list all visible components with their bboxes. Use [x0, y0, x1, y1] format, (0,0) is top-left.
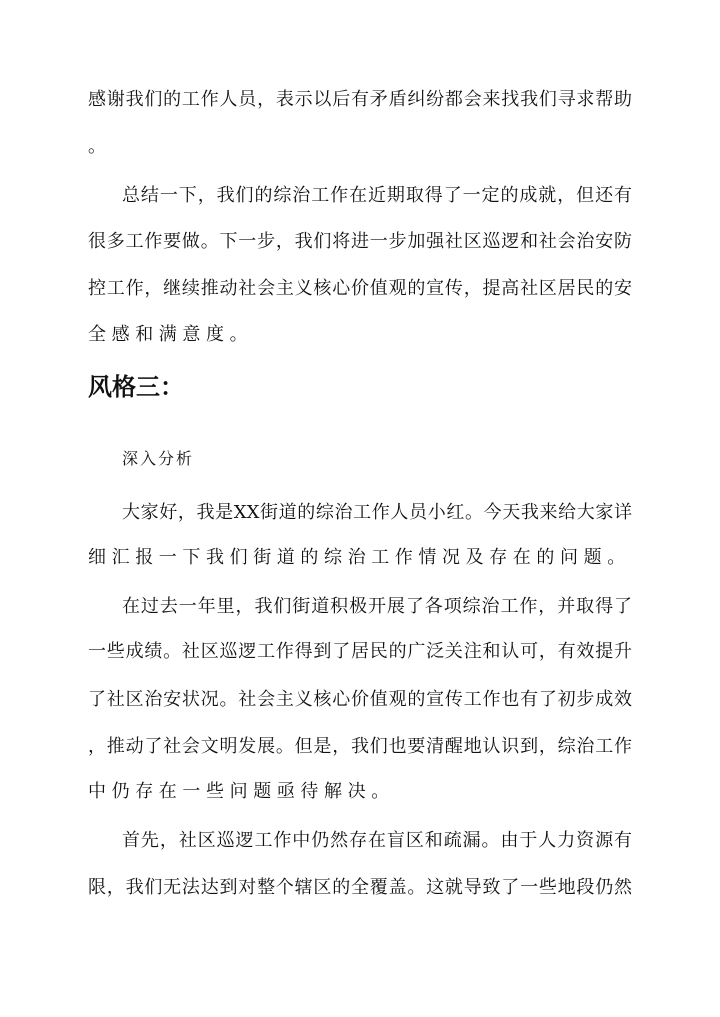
- paragraph-line: 大家好，我是XX街道的综治工作人员小红。今天我来给大家详: [122, 502, 632, 523]
- paragraph-line: 限，我们无法达到对整个辖区的全覆盖。这就导致了一些地段仍然: [88, 877, 632, 898]
- paragraph-line: 一些成绩。社区巡逻工作得到了居民的广泛关注和认可，有效提升: [88, 641, 632, 662]
- paragraph-line: ，推动了社会文明发展。但是，我们也要清醒地认识到，综治工作: [88, 736, 632, 757]
- paragraph-line: 很多工作要做。下一步，我们将进一步加强社区巡逻和社会治安防: [88, 231, 632, 252]
- paragraph-line: 在过去一年里，我们街道积极开展了各项综治工作，并取得了: [122, 596, 632, 617]
- paragraph-line: 。: [88, 136, 106, 157]
- paragraph-line: 首先，社区巡逻工作中仍然存在盲区和疏漏。由于人力资源有: [122, 830, 632, 851]
- paragraph-line: 细汇报一下我们街道的综治工作情况及存在的问题。: [88, 547, 631, 568]
- paragraph-line: 了社区治安状况。社会主义核心价值观的宣传工作也有了初步成效: [88, 689, 632, 710]
- paragraph-line: 全感和满意度。: [88, 324, 254, 345]
- paragraph-line: 中仍存在一些问题亟待解决。: [88, 781, 395, 802]
- section-subtitle: 深入分析: [122, 449, 195, 468]
- paragraph-line: 感谢我们的工作人员，表示以后有矛盾纠纷都会来找我们寻求帮助: [88, 89, 632, 110]
- section-heading: 风格三：: [88, 372, 184, 401]
- paragraph-line: 总结一下，我们的综治工作在近期取得了一定的成就，但还有: [122, 185, 632, 206]
- paragraph-line: 控工作，继续推动社会主义核心价值观的宣传，提高社区居民的安: [88, 278, 632, 299]
